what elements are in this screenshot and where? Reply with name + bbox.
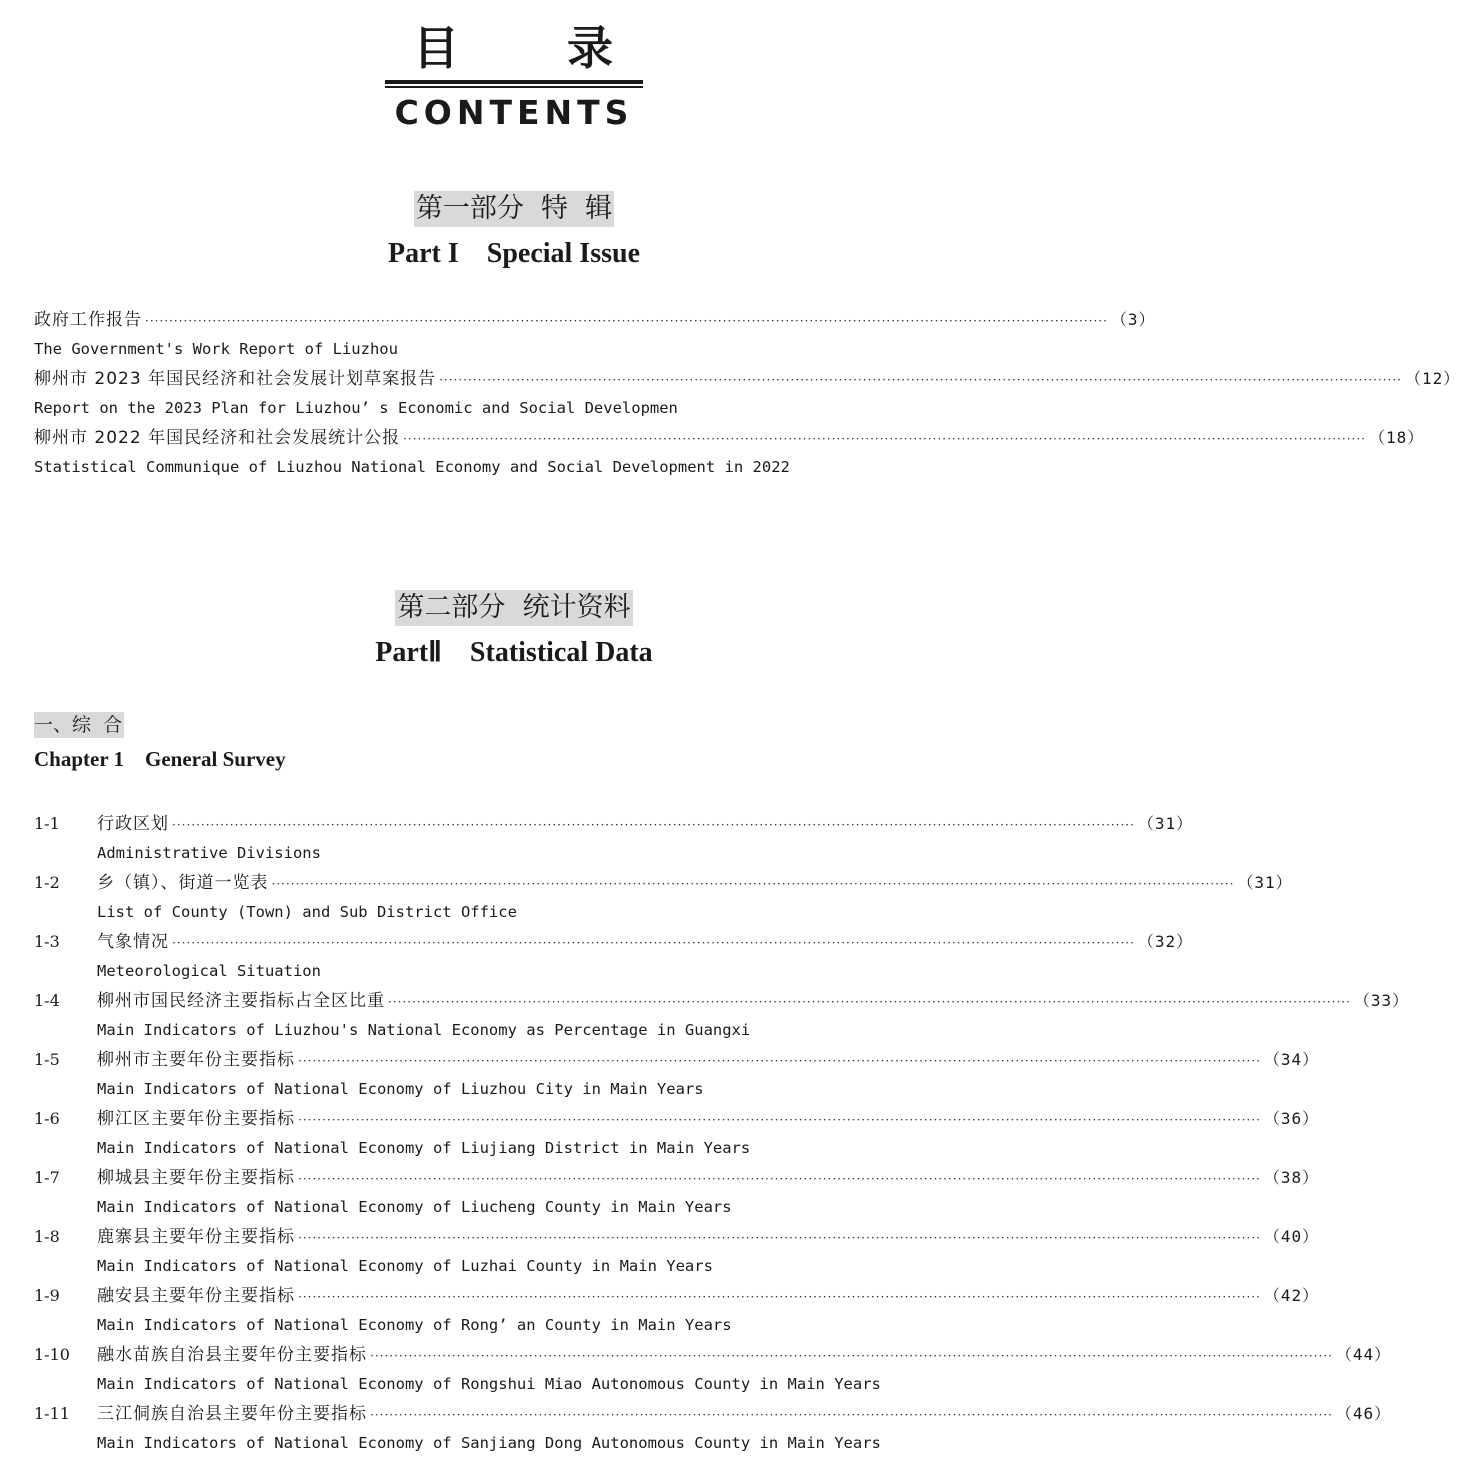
toc-entry-title-en: Main Indicators of National Economy of Luzhai County in Main Years — [97, 1256, 713, 1275]
toc-entry-page: （44） — [1335, 1345, 1392, 1364]
title-cn — [0, 18, 1028, 78]
toc-entry-number: 1-4 — [34, 991, 60, 1010]
toc-entry-number: 1-2 — [34, 873, 60, 892]
toc-entry-title-en: Main Indicators of National Economy of Rong’ an County in Main Years — [97, 1315, 732, 1334]
toc-entry[interactable] — [34, 1281, 1320, 1340]
toc-entry-title-cn: 柳州市主要年份主要指标 — [97, 1050, 295, 1070]
toc-entry-number: 1-10 — [34, 1345, 70, 1364]
toc-entry-title-en: Main Indicators of National Economy of Sanjiang Dong Autonomous County in Main Years — [97, 1433, 881, 1452]
chapter1-toc — [34, 809, 1410, 1458]
toc-entry-title-cn: 行政区划 — [97, 814, 169, 834]
toc-entry-page: （38） — [1263, 1168, 1320, 1187]
toc-entry-title-en: Main Indicators of National Economy of Liuzhou City in Main Years — [97, 1079, 704, 1098]
toc-entry[interactable] — [34, 305, 1156, 364]
part1-title-en: Part I Special Issue — [388, 238, 640, 269]
toc-entry[interactable] — [34, 364, 1460, 423]
toc-entry-page: （34） — [1263, 1050, 1320, 1069]
title-rule-thin — [385, 86, 643, 88]
toc-entry-page: （3） — [1110, 310, 1156, 329]
toc-entry[interactable] — [34, 1222, 1320, 1281]
toc-entry-page: （36） — [1263, 1109, 1320, 1128]
toc-entry-title-cn: 柳州市 2022 年国民经济和社会发展统计公报 — [34, 428, 401, 448]
dot-leader: ········································································································································································································ — [298, 1054, 1261, 1068]
toc-entry[interactable] — [34, 868, 1293, 927]
toc-entry-page: （31） — [1237, 873, 1293, 892]
title-cn-right: 录 — [567, 21, 615, 75]
toc-entry-title-cn: 柳州市国民经济主要指标占全区比重 — [97, 991, 385, 1011]
toc-entry-line — [34, 927, 1194, 957]
contents-header — [0, 18, 1028, 135]
toc-entry-title-en: Main Indicators of Liuzhou's National Economy as Percentage in Guangxi — [97, 1020, 751, 1039]
toc-entry-page: （33） — [1353, 991, 1410, 1010]
part1-toc — [34, 305, 1460, 482]
toc-entry[interactable] — [34, 1340, 1392, 1399]
toc-entry-number: 1-11 — [34, 1404, 70, 1423]
toc-entry-title-en: Main Indicators of National Economy of Liucheng County in Main Years — [97, 1197, 732, 1216]
part2-title-cn: 第二部分 统计资料 — [395, 590, 632, 626]
dot-leader: ········································································································································································································ — [172, 936, 1135, 950]
toc-entry-line — [34, 1163, 1320, 1193]
toc-entry-title-cn: 气象情况 — [97, 932, 169, 952]
title-cn-left: 目 — [413, 21, 461, 75]
dot-leader: ········································································································································································································ — [298, 1231, 1261, 1245]
toc-entry-title-cn: 三江侗族自治县主要年份主要指标 — [97, 1404, 367, 1424]
toc-entry-title-cn: 柳城县主要年份主要指标 — [97, 1168, 295, 1188]
dot-leader: ········································································································································································································ — [403, 432, 1366, 446]
toc-entry-page: （32） — [1137, 932, 1194, 951]
part2-title-en: PartⅡ Statistical Data — [375, 637, 653, 668]
toc-entry[interactable] — [34, 1399, 1392, 1458]
toc-entry-title-cn: 鹿寨县主要年份主要指标 — [97, 1227, 295, 1247]
toc-entry-title-cn: 融安县主要年份主要指标 — [97, 1286, 295, 1306]
toc-entry[interactable] — [34, 1045, 1320, 1104]
toc-entry-number: 1-5 — [34, 1050, 60, 1069]
toc-entry-line — [34, 1399, 1392, 1429]
dot-leader: ········································································································································································································ — [370, 1349, 1333, 1363]
toc-entry[interactable] — [34, 423, 1425, 482]
title-en: CONTENTS — [394, 92, 634, 132]
toc-entry-title-cn: 政府工作报告 — [34, 310, 142, 330]
toc-entry[interactable] — [34, 1163, 1320, 1222]
dot-leader: ········································································································································································································ — [388, 995, 1351, 1009]
toc-entry-line — [34, 1045, 1320, 1075]
dot-leader: ········································································································································································································ — [370, 1408, 1333, 1422]
toc-entry-title-cn: 融水苗族自治县主要年份主要指标 — [97, 1345, 367, 1365]
toc-entry-title-en: Administrative Divisions — [97, 843, 321, 862]
toc-entry-title-en: Report on the 2023 Plan for Liuzhou’ s Economic and Social Developmen — [34, 398, 678, 417]
part1-title-cn: 第一部分 特 辑 — [414, 191, 614, 227]
toc-entry-title-en: List of County (Town) and Sub District Office — [97, 902, 517, 921]
toc-entry-number: 1-6 — [34, 1109, 60, 1128]
toc-entry-title-en: The Government's Work Report of Liuzhou — [34, 339, 398, 358]
toc-entry-page: （31） — [1137, 814, 1194, 833]
toc-entry-line — [34, 423, 1425, 453]
toc-entry-page: （42） — [1263, 1286, 1320, 1305]
toc-entry[interactable] — [34, 809, 1194, 868]
toc-entry-number: 1-7 — [34, 1168, 60, 1187]
toc-entry-page: （12） — [1404, 369, 1460, 388]
toc-entry-line — [34, 1222, 1320, 1252]
toc-entry-line — [34, 305, 1156, 335]
dot-leader: ········································································································································································································ — [145, 314, 1108, 328]
toc-entry-title-en: Meteorological Situation — [97, 961, 321, 980]
part2-heading — [0, 590, 1028, 670]
title-rule-thick — [385, 80, 643, 84]
part1-heading — [0, 191, 1028, 271]
toc-entry[interactable] — [34, 1104, 1320, 1163]
toc-entry-line — [34, 868, 1293, 898]
toc-entry[interactable] — [34, 927, 1194, 986]
dot-leader: ········································································································································································································ — [298, 1113, 1261, 1127]
toc-entry-page: （18） — [1368, 428, 1425, 447]
toc-entry-title-cn: 柳江区主要年份主要指标 — [97, 1109, 295, 1129]
toc-entry-number: 1-3 — [34, 932, 60, 951]
toc-entry-title-en: Main Indicators of National Economy of Liujiang District in Main Years — [97, 1138, 751, 1157]
toc-entry-page: （40） — [1263, 1227, 1320, 1246]
toc-entry-number: 1-8 — [34, 1227, 60, 1246]
chapter1-title-cn: 一、综 合 — [34, 714, 123, 736]
toc-entry-title-en: Statistical Communique of Liuzhou National Economy and Social Development in 2022 — [34, 457, 790, 476]
chapter1-title-en: Chapter 1 General Survey — [34, 747, 286, 771]
toc-entry-line — [34, 1104, 1320, 1134]
dot-leader: ········································································································································································································ — [271, 877, 1235, 891]
toc-entry-line — [34, 809, 1194, 839]
toc-entry-number: 1-1 — [34, 814, 60, 833]
toc-entry-line — [34, 364, 1460, 394]
toc-entry-page: （46） — [1335, 1404, 1392, 1423]
toc-entry-title-cn: 柳州市 2023 年国民经济和社会发展计划草案报告 — [34, 369, 437, 389]
dot-leader: ········································································································································································································ — [298, 1290, 1261, 1304]
toc-entry-line — [34, 986, 1410, 1016]
toc-entry-title-en: Main Indicators of National Economy of Rongshui Miao Autonomous County in Main Years — [97, 1374, 881, 1393]
toc-entry-line — [34, 1340, 1392, 1370]
toc-entry[interactable] — [34, 986, 1410, 1045]
dot-leader: ········································································································································································································ — [298, 1172, 1261, 1186]
dot-leader: ········································································································································································································ — [172, 818, 1135, 832]
toc-entry-line — [34, 1281, 1320, 1311]
chapter1-heading — [34, 712, 286, 772]
dot-leader: ········································································································································································································ — [439, 373, 1402, 387]
toc-entry-title-cn: 乡（镇）、街道一览表 — [97, 873, 269, 893]
toc-entry-number: 1-9 — [34, 1286, 60, 1305]
